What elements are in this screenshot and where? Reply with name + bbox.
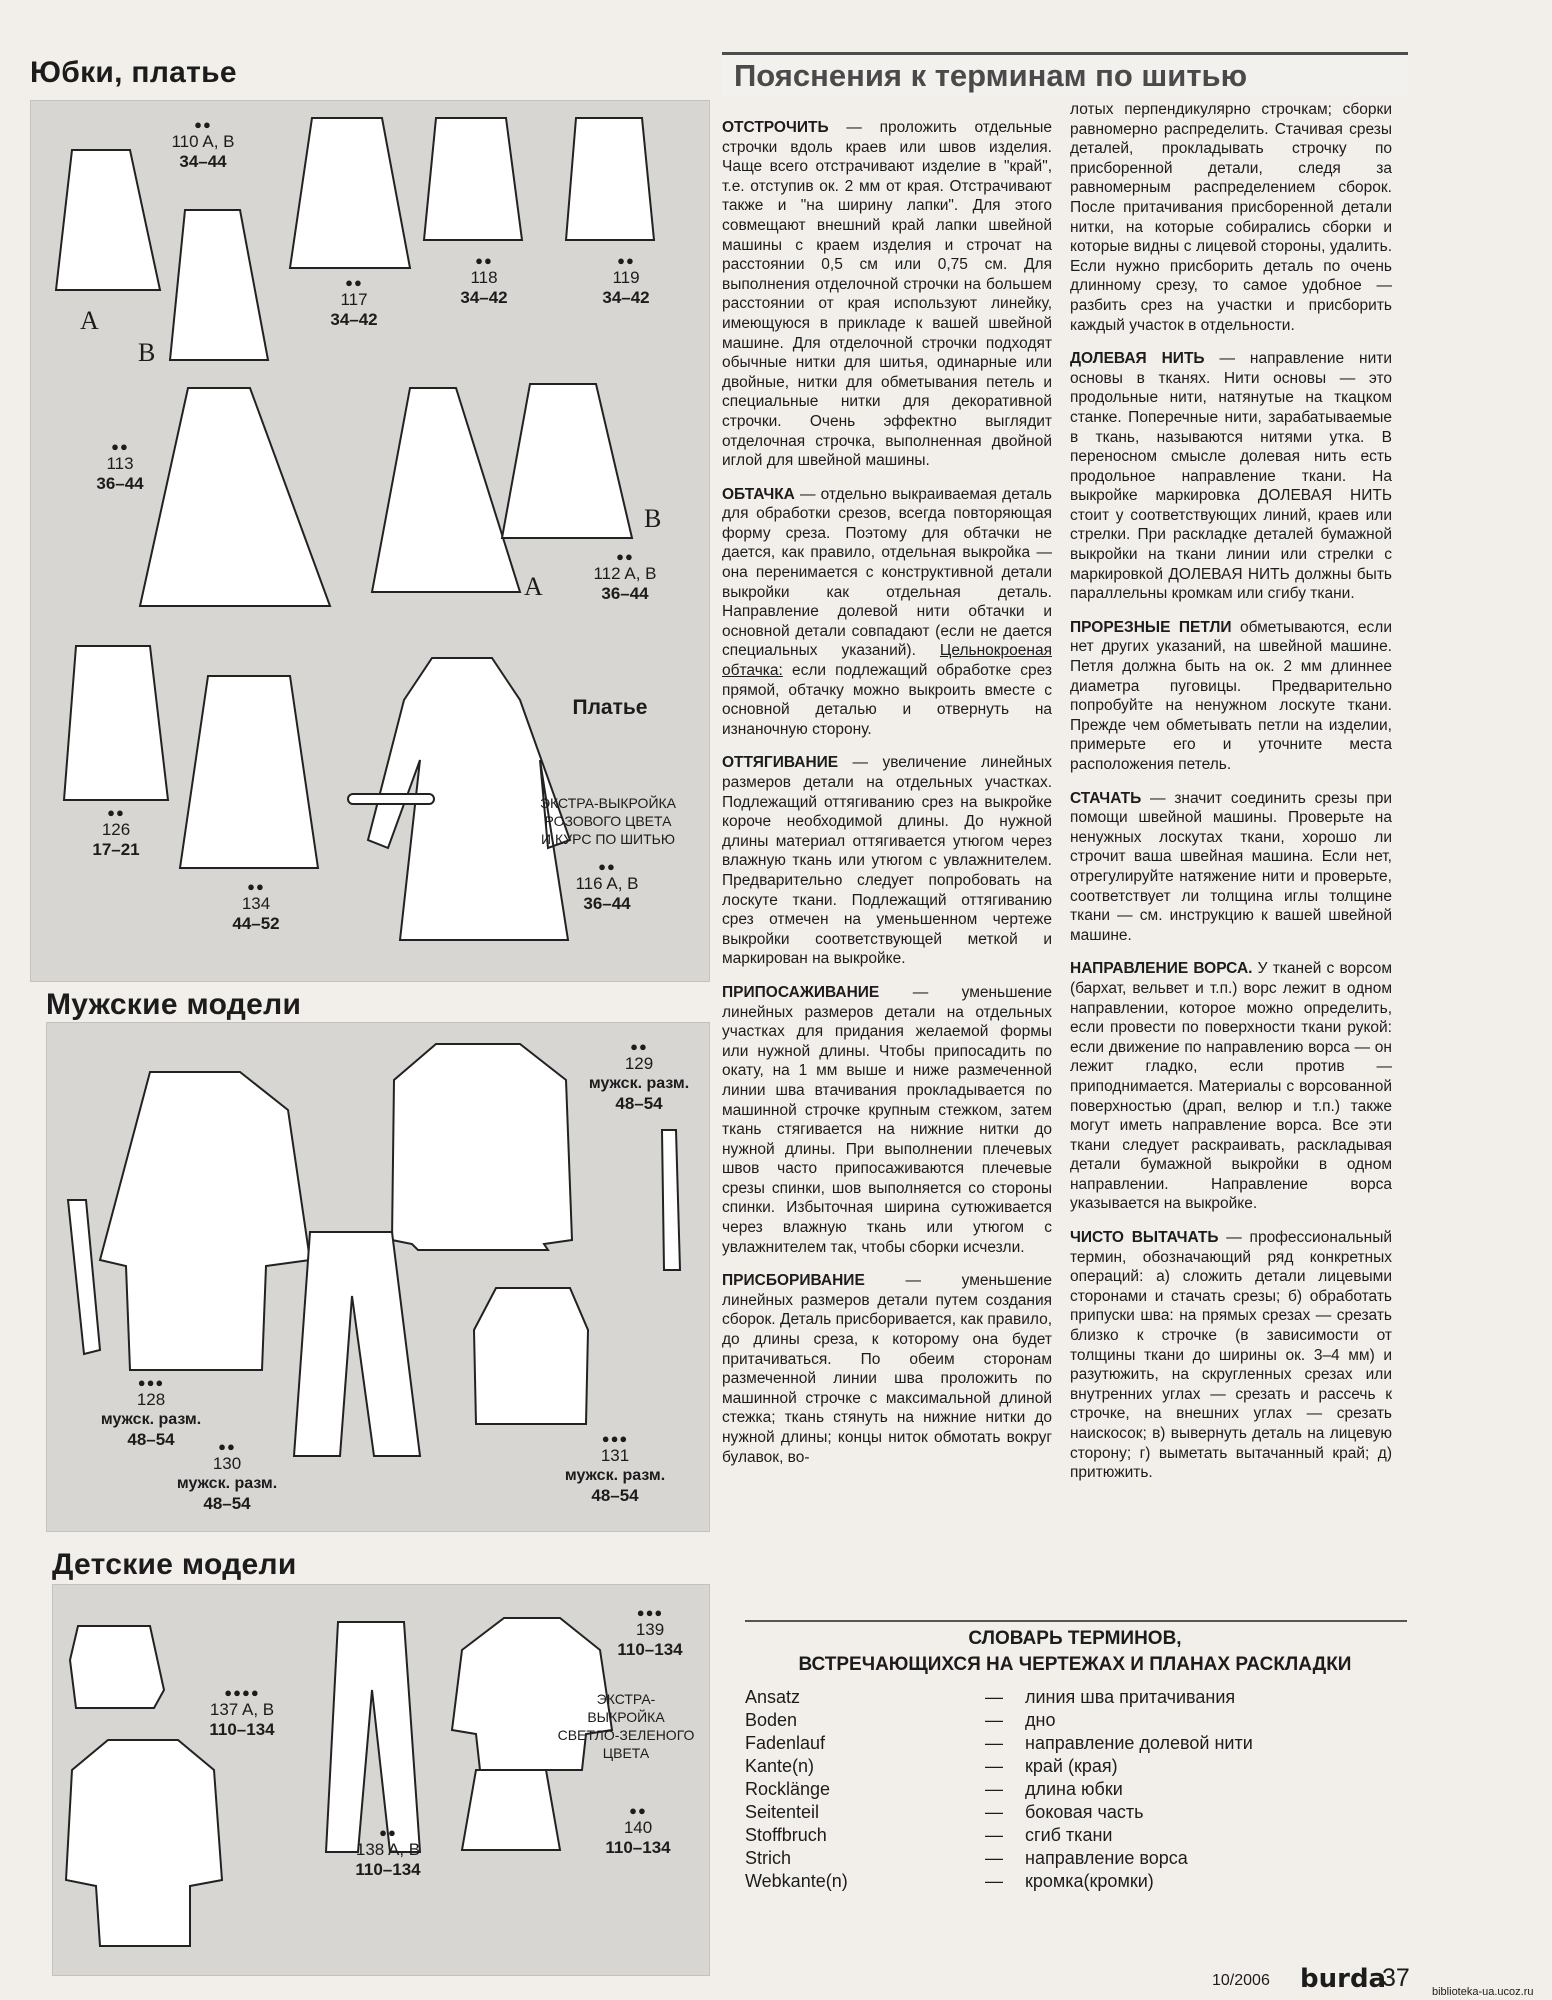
dictionary-row [745, 1755, 1405, 1778]
jacket-129-drawing [392, 1044, 572, 1250]
skirt-119-drawing [566, 118, 654, 240]
coat-128-drawing [100, 1072, 310, 1370]
label-112: ●● 112 A, B 36–44 [593, 549, 657, 603]
hood-137-drawing [70, 1626, 164, 1708]
term-priposazhivanie: ПРИПОСАЖИВАНИЕ — уменьшение линейных размеров детали на отдельных участках для придания желаемой формы или нужной длины. Чтобы припосадить по окату, на 1 мм выше и ниже размеченной линии шва втачивания прокладывается по машинной строчке крупным стежком, затем ткань стягивается на нижние нитки до нужной длины. При выполнении плечевых швов часто припосаживаются плечевые срезы спинки, шов выполняется со стороны спинки. Избыточная ширина сутюживается через влажную ткань или утюгом с увлажнителем так, чтобы сборки исчезли. [722, 983, 1052, 1256]
dictionary-russian-term: длина юбки [1025, 1779, 1123, 1799]
dictionary-russian-term: кромка(кромки) [1025, 1871, 1154, 1891]
dictionary-german-term: Boden [745, 1710, 798, 1730]
extra-green-note: ЭКСТРА- ВЫКРОЙКА СВЕТЛО-ЗЕЛЕНОГО ЦВЕТА [557, 1691, 695, 1761]
dictionary-dash: — [985, 1733, 1003, 1753]
skirt-110a-drawing [56, 150, 160, 290]
vest-131-drawing [474, 1288, 588, 1424]
issue-date: 10/2006 [1212, 1972, 1270, 1989]
glossary-title: Пояснения к терминам по шитью [722, 52, 1408, 97]
dictionary-row [745, 1732, 1405, 1755]
term-ottyagivanie: ОТТЯГИВАНИЕ — увеличение линейных размеров детали на отдельных участках. Подлежащий оттягиванию срез на выкройке короче необходимой длины. До нужной длины материал оттягивается утюгом через влажную ткань или утюгом с увлажнителем. Предварительно следует попробовать на лоскуте ткани. Подлежащий оттягиванию срез отмечен на уменьшенном чертеже выкройки соответствующей меткой и маркирован на выкройке. [722, 754, 1052, 968]
dictionary-german-term: Fadenlauf [745, 1733, 826, 1753]
trousers-130-drawing [294, 1232, 420, 1456]
term-proreznye-petli: ПРОРЕЗНЫЕ ПЕТЛИ обметываются, если нет других указаний, на швейной машине. Петля должна быть на ок. 2 мм длиннее диаметра пуговицы. Предварительно попробуйте на ненужном лоскуте ткани. Прежде чем обметывать петли на изделии, примерьте его и уточните места расположения петель. [1070, 618, 1393, 773]
skirt-110b-drawing [170, 210, 268, 360]
term-chisto-vytachat: ЧИСТО ВЫТАЧАТЬ — профессиональный термин, обозначающий ряд конкретных операций: а) сложить детали лицевыми сторонами и стачать срезы; б) обработать припуски шва: на прямых срезах — срезать близко к строчке (в зависимости от толщины ткани до ширины ок. 3–4 мм) и разутюжить, на скругленных срезах или внутренних углах — срезать и рассечь к строчке, на внешних углах — срезать наискосок; в) вывернуть деталь на лицевую сторону; г) выметать вытачанный край; д) притюжить. [1070, 1229, 1392, 1482]
label-117: ●● 117 34–42 [330, 275, 378, 329]
kids-trousers-138-drawing [326, 1622, 420, 1852]
dictionary-dash: — [985, 1756, 1003, 1776]
letter-a-112: A [524, 572, 543, 601]
dictionary-russian-term: сгиб ткани [1025, 1825, 1113, 1845]
dress-label: Платье [572, 696, 648, 719]
letter-a-110: A [80, 306, 99, 335]
label-130: ●● 130 мужск. разм. 48–54 [176, 1439, 278, 1513]
dictionary-dash: — [985, 1871, 1003, 1891]
dictionary-german-term: Rocklänge [745, 1779, 831, 1799]
dictionary-dash: — [985, 1802, 1003, 1822]
skirt-112a-drawing [372, 388, 520, 592]
kids-jacket-137-drawing [66, 1740, 222, 1946]
kids-section-title: Детские модели [52, 1548, 297, 1581]
dictionary-russian-term: дно [1025, 1710, 1056, 1730]
dictionary-german-term: Stoffbruch [745, 1825, 827, 1845]
page-number: 37 [1382, 1964, 1410, 1992]
dictionary-row [745, 1870, 1405, 1893]
term-stachat: СТАЧАТЬ — значит соединить срезы при помощи швейной машины. Проверьте на ненужных лоскутах ткани, хорошо ли строчит ваша швейная машина. Если нет, отрегулируйте натяжение нити и проверьте, соответствует ли толщина иглы толщине ткани — см. инструкцию к вашей швейной машине. [1070, 789, 1392, 944]
label-138: ●● 138 A, B 110–134 [355, 1825, 421, 1879]
letter-b-112: B [644, 504, 662, 533]
dictionary-russian-term: линия шва притачивания [1025, 1687, 1236, 1707]
term-dolevaya-nit: ДОЛЕВАЯ НИТЬ — направление нити основы в тканях. Нити основы — это продольные нити, натянутые на ткацком станке. Поперечные нити, зарабатываемые в ткань, называются нитями утка. В переносном смысле долевая нить есть продольное направление ткани. На выкройке маркировка ДОЛЕВАЯ НИТЬ стоит у соответствующих линий, краев или стрелки. При раскладке деталей бумажной выкройки на ткани линии или стрелки с маркировкой ДОЛЕВАЯ НИТЬ должны быть параллельны кромкам или сгибу ткани. [1070, 350, 1393, 603]
term-obtachka: ОБТАЧКА — отдельно выкраиваемая деталь для обработки срезов, всегда повторяющая форму среза. Поэтому для обтачки не дается, как правило, отдельная выкройка — она перенимается с конструктивной детали выкройки как отдельная деталь. Направление долевой нити обтачки и основной детали совпадают (если не дается специальных указаний). Цельнокроеная обтачка: если подлежащий обработке срез прямой, обтачку можно выкроить вместе с основной деталью и отвернуть на изнаночную сторону. [722, 485, 1052, 738]
dictionary-row [745, 1686, 1405, 1709]
dictionary-rows [745, 1686, 1405, 1893]
label-128: ●●● 128 мужск. разм. 48–54 [100, 1375, 202, 1449]
label-126: ●● 126 17–21 [92, 805, 140, 859]
dictionary-german-term: Strich [745, 1848, 792, 1868]
label-137: ●●●● 137 A, B 110–134 [209, 1685, 275, 1739]
skirt-112b-drawing [502, 384, 632, 538]
extra-pink-note: ЭКСТРА-ВЫКРОЙКА РОЗОВОГО ЦВЕТА И КУРС ПО ШИТЬЮ [539, 795, 677, 847]
skirts-section-title: Юбки, платье [30, 56, 237, 89]
coat-128-belt-drawing [68, 1200, 100, 1354]
label-129: ●● 129 мужск. разм. 48–54 [588, 1039, 690, 1113]
dictionary-german-term: Seitenteil [745, 1802, 820, 1822]
label-131: ●●● 131 мужск. разм. 48–54 [564, 1431, 666, 1505]
term-prisborivanie-cont: лотых перпендикулярно строчкам; сборки равномерно распределить. Стачивая срезы деталей, прокладывать строчку по присборенной детали, следя за равномерным распределением сборок. После притачивания присборенной детали нитки, на которые собирались сборки и которые видны с лицевой стороны, удалить. Если нужно присборить деталь по очень длинному срезу, то самое удобное — разбить срез на участки и присборить каждый участок в отдельности. [1070, 101, 1392, 334]
brand-logo: burda [1300, 1964, 1387, 1994]
dictionary-title-1: СЛОВАРЬ ТЕРМИНОВ, [968, 1628, 1182, 1649]
dictionary-row [745, 1778, 1405, 1801]
label-139: ●●● 139 110–134 [617, 1605, 683, 1659]
label-119: ●● 119 34–42 [602, 253, 650, 307]
dictionary-russian-term: направление долевой нити [1025, 1733, 1253, 1753]
dictionary [745, 1626, 1405, 1893]
dictionary-row [745, 1709, 1405, 1732]
dictionary-dash: — [985, 1687, 1003, 1707]
term-prisborivanie: ПРИСБОРИВАНИЕ — уменьшение линейных размеров детали путем создания сборок. Деталь присборивается, как правило, до длины среза, к которому она будет притачиваться. По обеим сторонам размеченной линии шва проложить по машинной строчке с максимальной длиной стежка; ткань стянуть на нижние нитки до нужной длины; концы ниток обмотать вокруг булавок, во- [722, 1272, 1052, 1466]
label-118: ●● 118 34–42 [460, 253, 508, 307]
dictionary-dash: — [985, 1848, 1003, 1868]
dictionary-row [745, 1847, 1405, 1870]
dictionary-russian-term: край (края) [1025, 1756, 1118, 1776]
label-110: ●● 110 A, B 34–44 [171, 117, 235, 171]
glossary-col-1 [722, 118, 1052, 1481]
dictionary-german-term: Webkante(n) [745, 1871, 848, 1891]
label-134: ●● 134 44–52 [232, 879, 280, 933]
label-116: ●● 116 A, B 36–44 [575, 859, 639, 913]
dictionary-russian-term: боковая часть [1025, 1802, 1144, 1822]
dictionary-german-term: Ansatz [745, 1687, 801, 1707]
dictionary-dash: — [985, 1779, 1003, 1799]
skirt-118-drawing [424, 118, 522, 240]
mens-section-title: Мужские модели [46, 988, 302, 1021]
dictionary-title-2: ВСТРЕЧАЮЩИХСЯ НА ЧЕРТЕЖАХ И ПЛАНАХ РАСКЛАДКИ [798, 1654, 1352, 1675]
left-column [0, 0, 705, 2000]
letter-b-110: B [138, 338, 156, 367]
skirt-113-drawing [140, 388, 330, 606]
label-140: ●● 140 110–134 [605, 1803, 671, 1857]
kids-skirt-140-drawing [462, 1770, 560, 1850]
skirt-126-drawing [64, 646, 168, 800]
dictionary-row [745, 1801, 1405, 1824]
dictionary-dash: — [985, 1825, 1003, 1845]
dictionary-dash: — [985, 1710, 1003, 1730]
skirt-117-drawing [290, 118, 410, 268]
belt-drawing [348, 794, 434, 804]
term-otstrochit: ОТСТРОЧИТЬ — проложить отдельные строчки вдоль краев или швов изделия. Чаще всего отстрачивают изделие в "край", т.е. отступив ок. 2 мм от края. Отстрачивают также и "на ширину лапки". Для этого совмещают внешний край лапки швейной машины с краем изделия и строчат на расстоянии 0,5 см или 0,75 см. Для выполнения отделочной строчки на большем расстоянии от края используют линейку, имеющуюся в прикладе к вашей швейной машине. Для отделочной строчки подходят обычные нитки для шитья, одинарные или двойные, нитки для обметывания петель и специальные нитки для декоративной строчки. Очень эффектно выглядит отделочная строчка, выполненная двойной иглой для швейной машины. [722, 119, 1052, 470]
dictionary-rule [745, 1620, 1407, 1622]
term-napravlenie-vorsa: НАПРАВЛЕНИЕ ВОРСА. У тканей с ворсом (бархат, вельвет и т.п.) ворс лежит в одном направлении, которое можно определить, если провести по поверхности ткани рукой: если движение по направлению ворса — он лежит гладко, если против — приподнимается. Материалы с ворсованной поверхностью (драп, велюр и т.п.) также могут иметь направление ворса. Все эти ткани следует раскраивать, раскладывая детали бумажной выкройки в одном направлении. Направление ворса указывается на выкройке. [1070, 960, 1392, 1213]
glossary-col-2 [1070, 100, 1392, 1497]
jacket-129-belt-drawing [662, 1130, 680, 1270]
site-watermark: biblioteka-ua.ucoz.ru [1432, 1986, 1534, 1998]
dictionary-german-term: Kante(n) [745, 1756, 815, 1776]
label-113: ●● 113 36–44 [96, 439, 144, 493]
dictionary-russian-term: направление ворса [1025, 1848, 1188, 1868]
dictionary-row [745, 1824, 1405, 1847]
skirt-134-drawing [180, 676, 318, 868]
